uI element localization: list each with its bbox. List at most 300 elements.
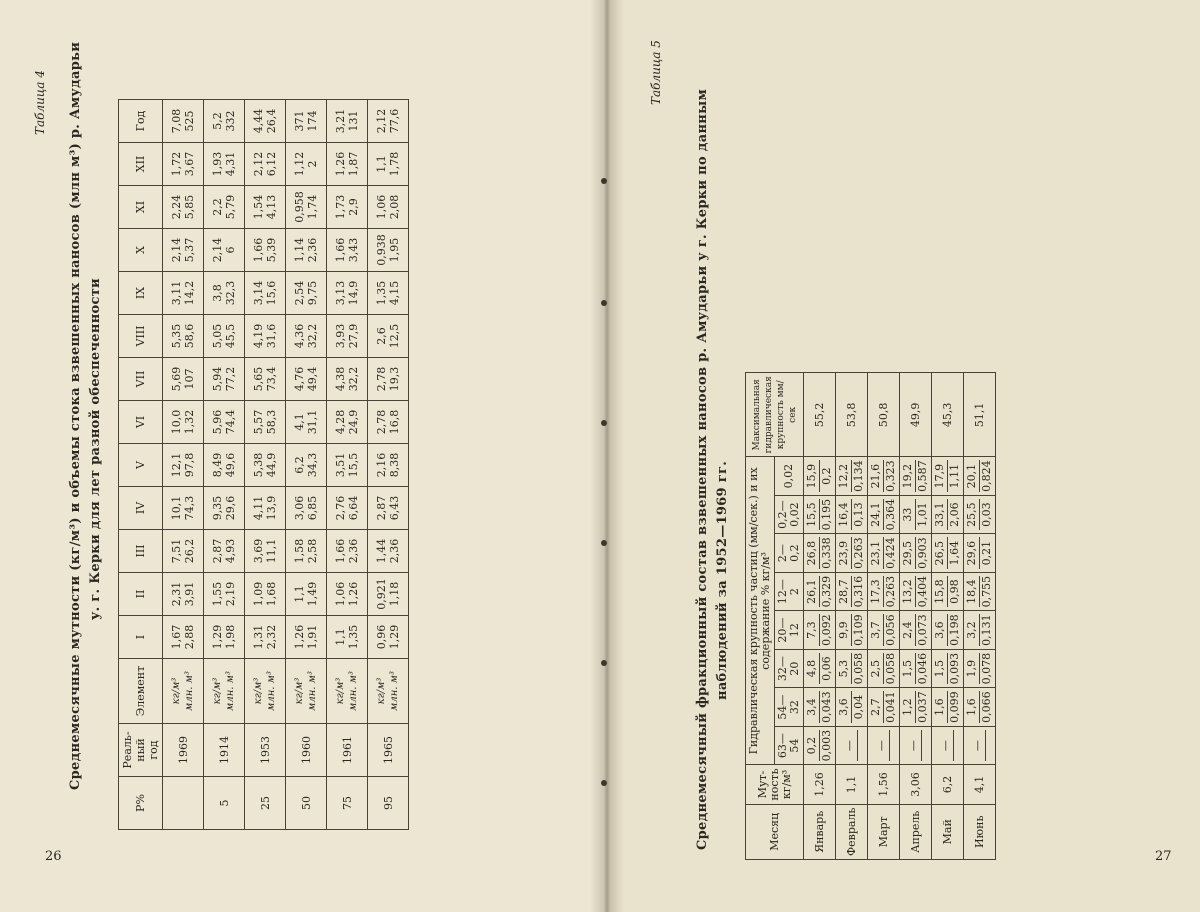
- table5-cell: [836, 726, 868, 765]
- value-bottom: 2,19: [224, 581, 237, 607]
- value-bottom: 2,88: [183, 624, 196, 650]
- table4-cell: [368, 444, 409, 487]
- table4-cell: [163, 616, 204, 659]
- table4-cell: [163, 444, 204, 487]
- value-top: 3,06: [293, 495, 306, 521]
- table5-cell: [932, 726, 964, 765]
- table5-row: [836, 373, 868, 860]
- table4-cell: [204, 315, 245, 358]
- table5-cell: [804, 611, 836, 650]
- table4-cell: [245, 530, 286, 573]
- value-bottom: 1,18: [388, 581, 401, 607]
- table5-row: [868, 373, 900, 860]
- table4-cell: [327, 573, 368, 616]
- unit-label: млн. м³: [184, 671, 195, 711]
- value-bottom: 77,2: [224, 366, 237, 392]
- table4-cell: [204, 487, 245, 530]
- table4-row: [245, 100, 286, 830]
- table5-cell: [836, 572, 868, 611]
- unit-label: кг/м³: [335, 677, 346, 705]
- value-bottom: 74,4: [224, 409, 237, 435]
- value-top: 4,76: [293, 366, 306, 392]
- value-bottom: 77,6: [388, 108, 401, 134]
- fraction-concentration: 0,06: [820, 656, 833, 681]
- value-bottom: 1,74: [306, 194, 319, 220]
- fraction-percent: 5,3: [838, 653, 852, 685]
- table4-cell: [245, 100, 286, 143]
- table5-cell: [932, 495, 964, 534]
- fraction-concentration: 0,046: [916, 652, 929, 685]
- value-bottom: 1,78: [388, 151, 401, 177]
- table4-cell: [327, 186, 368, 229]
- table5-cell: [900, 572, 932, 611]
- table5-cell: 45,3: [932, 373, 964, 457]
- value-bottom: 5,39: [265, 237, 278, 263]
- table5-cell: [804, 572, 836, 611]
- value-top: 4,11: [252, 495, 265, 521]
- value-bottom: 19,3: [388, 366, 401, 392]
- fraction-percent: 1,2: [902, 691, 916, 723]
- table5-cell: [964, 611, 996, 650]
- table5-fraction-header: 20—12: [775, 611, 804, 650]
- table5-cell: [932, 457, 964, 496]
- table4-column-header: VI: [119, 401, 163, 444]
- table4-cell: [286, 401, 327, 444]
- value-bottom: 4,13: [265, 194, 278, 220]
- fraction-concentration: 0,13: [852, 502, 865, 527]
- table4-cell: [204, 186, 245, 229]
- table4-cell: [245, 487, 286, 530]
- binding-stitch: [601, 540, 607, 546]
- fraction-percent: 1,9: [966, 653, 980, 685]
- table4-cell: [245, 186, 286, 229]
- value-top: 0,938: [375, 234, 388, 266]
- value-bottom: 24,9: [347, 409, 360, 435]
- value-top: 1,06: [334, 581, 347, 607]
- value-top: 3,8: [211, 284, 224, 302]
- fraction-concentration: 0,058: [852, 652, 865, 685]
- table5-cell: [900, 726, 932, 765]
- table5-cell: [836, 457, 868, 496]
- table4-row: [286, 100, 327, 830]
- fraction-percent: 7,3: [806, 614, 820, 646]
- page-number-right: 27: [1155, 849, 1172, 864]
- unit-label: млн. м³: [307, 671, 318, 711]
- table5-cell: 1,1: [836, 765, 868, 804]
- value-top: 10,0: [170, 409, 183, 435]
- value-top: 1,66: [334, 538, 347, 564]
- unit-label: кг/м³: [253, 677, 264, 705]
- fraction-percent: 3,7: [870, 614, 884, 646]
- table4-column-header: VII: [119, 358, 163, 401]
- table5-cell: [932, 649, 964, 688]
- table5-cell: [932, 688, 964, 727]
- table4-cell: [286, 487, 327, 530]
- table4-cell: [163, 530, 204, 573]
- value-bottom: 3,67: [183, 151, 196, 177]
- fraction-percent: 1,6: [934, 691, 948, 723]
- fraction-concentration: 0,134: [852, 460, 865, 492]
- table5-cell: [836, 534, 868, 573]
- table4-cell: [368, 616, 409, 659]
- value-top: 5,94: [211, 366, 224, 392]
- value-bottom: 73,4: [265, 366, 278, 392]
- table4-cell: [204, 444, 245, 487]
- table4-header-row: [119, 100, 163, 830]
- value-top: 1,72: [170, 151, 183, 177]
- table4-cell: [286, 659, 327, 724]
- table5-cell: [964, 572, 996, 611]
- value-top: 4,1: [293, 413, 306, 431]
- table5-cell: [836, 649, 868, 688]
- value-top: 1,66: [334, 237, 347, 263]
- fraction-concentration: 0,198: [948, 614, 961, 646]
- value-bottom: 12,5: [388, 323, 401, 349]
- value-top: 2,78: [375, 409, 388, 435]
- table4-cell: [368, 401, 409, 444]
- value-top: 1,26: [293, 624, 306, 650]
- table5-row: [964, 373, 996, 860]
- table4-cell: [245, 401, 286, 444]
- value-top: 5,38: [252, 452, 265, 478]
- table4-cell: [204, 229, 245, 272]
- table4-cell: [163, 272, 204, 315]
- table5-cell: [900, 534, 932, 573]
- table5-row: [804, 373, 836, 860]
- value-bottom: 5,37: [183, 237, 196, 263]
- fraction-concentration: 0,587: [916, 460, 929, 492]
- table4-cell: [204, 358, 245, 401]
- value-top: 2,12: [252, 151, 265, 177]
- fraction-concentration: 0,078: [980, 652, 993, 685]
- value-top: 371: [293, 110, 306, 132]
- table4-cell: [163, 487, 204, 530]
- value-top: 2,14: [170, 237, 183, 263]
- value-top: 1,26: [334, 151, 347, 177]
- fraction-concentration: 0,131: [980, 614, 993, 646]
- unit-label: млн. м³: [266, 671, 277, 711]
- fraction-percent: 29,6: [966, 537, 980, 569]
- fraction-concentration: 0,041: [884, 691, 897, 723]
- table5-cell: [868, 611, 900, 650]
- table5-cell: [868, 688, 900, 727]
- fraction-percent: 29,5: [902, 537, 916, 569]
- value-top: 1,93: [211, 151, 224, 177]
- value-top: 1,66: [252, 237, 265, 263]
- table4-title-line2: у. г. Керки для лет разной обеспеченности: [88, 278, 103, 620]
- value-top: 5,96: [211, 409, 224, 435]
- fraction-concentration: 0,056: [884, 614, 897, 646]
- value-bottom: 107: [183, 368, 196, 390]
- table4-cell: [245, 659, 286, 724]
- table4-row: [163, 100, 204, 830]
- table4-cell: [163, 143, 204, 186]
- table4-cell: [163, 573, 204, 616]
- value-top: 5,35: [170, 323, 183, 349]
- value-top: 4,44: [252, 108, 265, 134]
- table5-fraction-header: 2—0,2: [775, 534, 804, 573]
- table4-column-header: II: [119, 573, 163, 616]
- fraction-percent: 33: [902, 499, 916, 531]
- value-top: 3,51: [334, 452, 347, 478]
- table4-cell: [327, 487, 368, 530]
- fraction-percent: 12,2: [838, 460, 852, 492]
- value-top: 2,78: [375, 366, 388, 392]
- table4-column-header: I: [119, 616, 163, 659]
- table4-column-header: IX: [119, 272, 163, 315]
- table5-cell: [964, 534, 996, 573]
- table5-label: Таблица 5: [649, 40, 663, 105]
- table5-cell: [804, 688, 836, 727]
- value-bottom: 2,9: [347, 198, 360, 216]
- table5-cell: [900, 688, 932, 727]
- table5-cell: 4,1: [964, 765, 996, 804]
- value-top: 2,87: [375, 495, 388, 521]
- table4-cell: [245, 315, 286, 358]
- table5-cell: 49,9: [900, 373, 932, 457]
- table5-cell: Апрель: [900, 804, 932, 859]
- fraction-percent: 16,4: [838, 499, 852, 531]
- value-top: 2,12: [375, 108, 388, 134]
- unit-label: млн. м³: [348, 671, 359, 711]
- fraction-concentration: 0,092: [820, 614, 833, 646]
- table4-cell: [327, 401, 368, 444]
- table4-cell: 1914: [204, 724, 245, 777]
- value-top: 2,76: [334, 495, 347, 521]
- value-top: 4,38: [334, 366, 347, 392]
- value-top: 4,19: [252, 323, 265, 349]
- table4-cell: [368, 100, 409, 143]
- value-bottom: 2,32: [265, 624, 278, 650]
- value-bottom: 1,68: [265, 581, 278, 607]
- table4-cell: [327, 143, 368, 186]
- table4-cell: [245, 358, 286, 401]
- table4-cell: [204, 530, 245, 573]
- fraction-percent: 25,5: [966, 499, 980, 531]
- fraction-concentration: 0,263: [852, 537, 865, 569]
- fraction-concentration: 0,323: [884, 460, 897, 492]
- table4-cell: 1969: [163, 724, 204, 777]
- fraction-concentration: 0,066: [980, 691, 993, 723]
- fraction-percent: 21,6: [870, 460, 884, 492]
- table5-cell: [932, 534, 964, 573]
- value-top: 1,58: [293, 538, 306, 564]
- fraction-percent: 3,6: [838, 691, 852, 723]
- fraction-percent: 15,9: [806, 460, 820, 492]
- table4-cell: 95: [368, 777, 409, 830]
- value-bottom: 525: [183, 110, 196, 132]
- fraction-percent: —: [972, 730, 986, 762]
- table4-cell: [286, 315, 327, 358]
- table4-cell: [204, 401, 245, 444]
- fraction-concentration: 1,64: [948, 540, 961, 566]
- fraction-percent: 20,1: [966, 460, 980, 492]
- value-bottom: 1,29: [388, 624, 401, 650]
- fraction-concentration: 0,903: [916, 537, 929, 569]
- table4-column-header: Год: [119, 100, 163, 143]
- fraction-concentration: 0,755: [980, 575, 993, 608]
- table5-fraction-header: 63—54: [775, 726, 804, 765]
- table4-cell: 1953: [245, 724, 286, 777]
- fraction-concentration: 0,073: [916, 614, 929, 646]
- table5-fraction-header: 54—32: [775, 688, 804, 727]
- table5-cell: [868, 726, 900, 765]
- fraction-percent: 17,9: [934, 460, 948, 492]
- value-top: 1,55: [211, 581, 224, 607]
- fraction-percent: 2,5: [870, 653, 884, 685]
- fraction-concentration: 0,424: [884, 537, 897, 569]
- value-bottom: 2,58: [306, 538, 319, 564]
- fraction-percent: 24,1: [870, 499, 884, 531]
- fraction-concentration: [858, 730, 859, 762]
- table4-label: Таблица 4: [33, 70, 47, 135]
- table5-cell: [804, 457, 836, 496]
- table4-cell: [163, 315, 204, 358]
- table4-cell: 1965: [368, 724, 409, 777]
- fraction-concentration: 0,058: [884, 652, 897, 685]
- fraction-percent: —: [844, 730, 858, 762]
- value-top: 2,87: [211, 538, 224, 564]
- value-bottom: 6,12: [265, 151, 278, 177]
- value-bottom: 26,2: [183, 538, 196, 564]
- table4-cell: [204, 573, 245, 616]
- value-top: 1,73: [334, 194, 347, 220]
- value-top: 1,06: [375, 194, 388, 220]
- value-bottom: 8,38: [388, 452, 401, 478]
- value-top: 1,44: [375, 538, 388, 564]
- table5-cell: [804, 495, 836, 534]
- fraction-percent: 1,6: [966, 691, 980, 723]
- table4-cell: [204, 100, 245, 143]
- value-bottom: 11,1: [265, 538, 278, 564]
- value-top: 1,35: [375, 280, 388, 306]
- table5-cell: [964, 649, 996, 688]
- value-bottom: 31,1: [306, 409, 319, 435]
- value-bottom: 6,64: [347, 495, 360, 521]
- fraction-concentration: [986, 730, 987, 762]
- binding-stitch: [601, 660, 607, 666]
- fraction-percent: 18,4: [966, 576, 980, 608]
- unit-label: кг/м³: [212, 677, 223, 705]
- value-top: 5,05: [211, 323, 224, 349]
- value-top: 2,6: [375, 327, 388, 345]
- value-bottom: 26,4: [265, 108, 278, 134]
- value-top: 1,54: [252, 194, 265, 220]
- table5-cell: [964, 688, 996, 727]
- binding-stitch: [601, 780, 607, 786]
- table5: [745, 372, 996, 860]
- table4-cell: [368, 573, 409, 616]
- unit-label: кг/м³: [376, 677, 387, 705]
- value-bottom: 4,15: [388, 280, 401, 306]
- table5-row: [932, 373, 964, 860]
- table4-row: [368, 100, 409, 830]
- value-bottom: 3,43: [347, 237, 360, 263]
- table4-cell: [327, 315, 368, 358]
- unit-label: кг/м³: [294, 677, 305, 705]
- binding-stitch: [601, 300, 607, 306]
- value-bottom: 1,26: [347, 581, 360, 607]
- fraction-percent: 17,3: [870, 576, 884, 608]
- table5-cell: [804, 726, 836, 765]
- table4-cell: [327, 100, 368, 143]
- table4-cell: [368, 272, 409, 315]
- table4-cell: [245, 229, 286, 272]
- table5-cell: [932, 572, 964, 611]
- table5-cell: Июнь: [964, 804, 996, 859]
- table4-cell: [368, 315, 409, 358]
- table4-cell: 1961: [327, 724, 368, 777]
- fraction-concentration: 0,316: [852, 575, 865, 608]
- table4-cell: [368, 229, 409, 272]
- book-gutter: [590, 0, 624, 912]
- table5-cell: [868, 495, 900, 534]
- table4-cell: [286, 530, 327, 573]
- value-top: 4,36: [293, 323, 306, 349]
- table4-cell: [327, 530, 368, 573]
- table4-column-header: VIII: [119, 315, 163, 358]
- fraction-percent: 23,1: [870, 537, 884, 569]
- table4-cell: [286, 573, 327, 616]
- table4-cell: [368, 530, 409, 573]
- table4-cell: 25: [245, 777, 286, 830]
- value-bottom: 1,35: [347, 624, 360, 650]
- value-top: 2,31: [170, 581, 183, 607]
- fraction-concentration: 0,195: [820, 498, 833, 531]
- fraction-percent: 33,1: [934, 499, 948, 531]
- table5-cell: [964, 495, 996, 534]
- value-bottom: 13,9: [265, 495, 278, 521]
- fraction-concentration: [922, 730, 923, 762]
- value-top: 3,14: [252, 280, 265, 306]
- table4-cell: [368, 186, 409, 229]
- table4-cell: [286, 358, 327, 401]
- value-top: 1,14: [293, 237, 306, 263]
- value-top: 0,958: [293, 191, 306, 223]
- value-top: 2,54: [293, 280, 306, 306]
- fraction-percent: 1,5: [934, 653, 948, 685]
- value-top: 5,69: [170, 366, 183, 392]
- value-top: 3,69: [252, 538, 265, 564]
- table4-cell: 1960: [286, 724, 327, 777]
- table4-cell: [286, 186, 327, 229]
- value-top: 3,93: [334, 323, 347, 349]
- value-top: 1,29: [211, 624, 224, 650]
- table5-cell: [900, 457, 932, 496]
- right-page: [605, 0, 1200, 912]
- table5-cell: [804, 649, 836, 688]
- table4-cell: 75: [327, 777, 368, 830]
- value-top: 2,14: [211, 237, 224, 263]
- table5-cell: [964, 457, 996, 496]
- table4-cell: [163, 186, 204, 229]
- fraction-concentration: 0,037: [916, 691, 929, 723]
- value-top: 1,1: [293, 585, 306, 603]
- table5-cell: [932, 611, 964, 650]
- value-top: 5,2: [211, 112, 224, 130]
- table4-title-line1: Среднемесячные мутности (кг/м³) и объемы стока взвешенных наносов (млн м³) р. Амударьи: [68, 41, 83, 790]
- table5-cell: [900, 649, 932, 688]
- value-top: 5,57: [252, 409, 265, 435]
- value-bottom: 34,3: [306, 452, 319, 478]
- table4-column-header: V: [119, 444, 163, 487]
- value-bottom: 6,85: [306, 495, 319, 521]
- value-top: 0,96: [375, 624, 388, 650]
- value-bottom: 74,3: [183, 495, 196, 521]
- table5-cell: 3,06: [900, 765, 932, 804]
- value-bottom: 15,6: [265, 280, 278, 306]
- fraction-concentration: 0,338: [820, 537, 833, 569]
